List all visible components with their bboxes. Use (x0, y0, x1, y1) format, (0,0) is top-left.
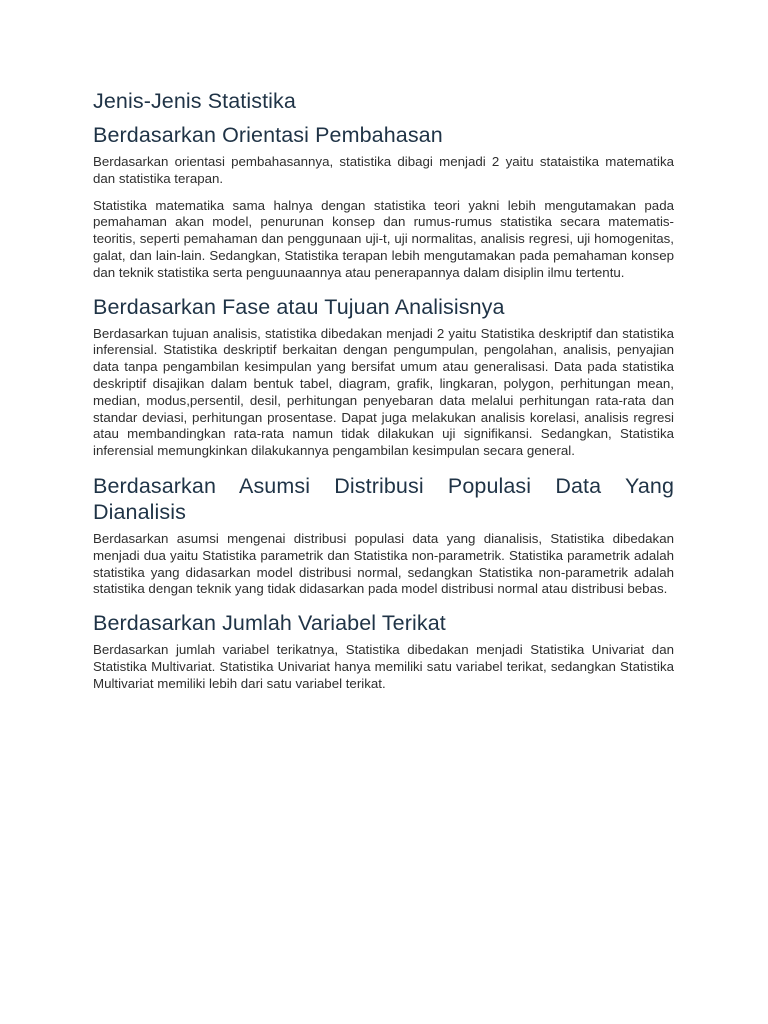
section-heading: Berdasarkan Orientasi Pembahasan (93, 123, 443, 147)
paragraph: Berdasarkan orientasi pembahasannya, statistika dibagi menjadi 2 yaitu stataistika matematika dan statistika terapan. (93, 154, 674, 186)
section-orientasi-pembahasan (93, 122, 674, 282)
section-fase-tujuan-analisis (93, 294, 674, 460)
section-heading: Berdasarkan Jumlah Variabel Terikat (93, 611, 446, 636)
paragraph: Berdasarkan asumsi mengenai distribusi populasi data yang dianalisis, Statistika dibedakan menjadi dua yaitu Statistika parametrik dan Statistika non-parametrik. Statistika parametrik adalah statistika yang didasarkan model distribusi normal, sedangkan Statistika non-parametrik adalah statistika dengan teknik yang tidak didasarkan pada model distribusi normal atau distribusi bebas. (93, 530, 674, 597)
section-heading: Berdasarkan Fase atau Tujuan Analisisnya (93, 294, 505, 319)
section-heading: Berdasarkan Asumsi Distribusi Populasi Data Yang Dianalisis (93, 473, 674, 524)
section-jumlah-variabel-terikat (93, 610, 674, 692)
document-body (93, 86, 674, 703)
document-title: Jenis-Jenis Statistika (93, 89, 296, 113)
section-asumsi-distribusi (93, 473, 674, 598)
paragraph: Berdasarkan jumlah variabel terikatnya, Statistika dibedakan menjadi Statistika Univariat dan Statistika Multivariat. Statistika Univariat hanya memiliki satu variabel terikat, sedangkan Statistika Multivariat memiliki lebih dari satu variabel terikat. (93, 642, 674, 691)
paragraph: Berdasarkan tujuan analisis, statistika dibedakan menjadi 2 yaitu Statistika deskriptif dan statistika inferensial. Statistika deskriptif berkaitan dengan pengumpulan, pengolahan, analisis, penyajian data tanpa pengambilan kesimpulan yang bersifat umum atau generalisasi. Data pada statistika deskriptif disajikan dalam bentuk tabel, diagram, grafik, lingkaran, polygon, perhitungan mean, median, modus,persentil, desil, perhitungan penyebaran data melalui perhitungan rata-rata dan standar deviasi, perhitungan prosentase. Dapat juga melakukan analisis korelasi, analisis regresi atau membandingkan rata-rata namun tidak dilakukan uji signifikansi. Sedangkan, Statistika inferensial memungkinkan dilakukannya pengambilan kesimpulan secara general. (93, 325, 674, 459)
paragraph: Statistika matematika sama halnya dengan statistika teori yakni lebih mengutamakan pada pemahaman akan model, penurunan konsep dan rumus-rumus statistika secara matematis-teoritis, seperti pemahaman dan penggunaan uji-t, uji normalitas, analisis regresi, uji homogenitas, galat, dan lain-lain. Sedangkan, Statistika terapan lebih mengutamakan pada pemahaman konsep dan teknik statistika serta penguunaannya atau penerapannya dalam disiplin ilmu tertentu. (93, 197, 674, 280)
